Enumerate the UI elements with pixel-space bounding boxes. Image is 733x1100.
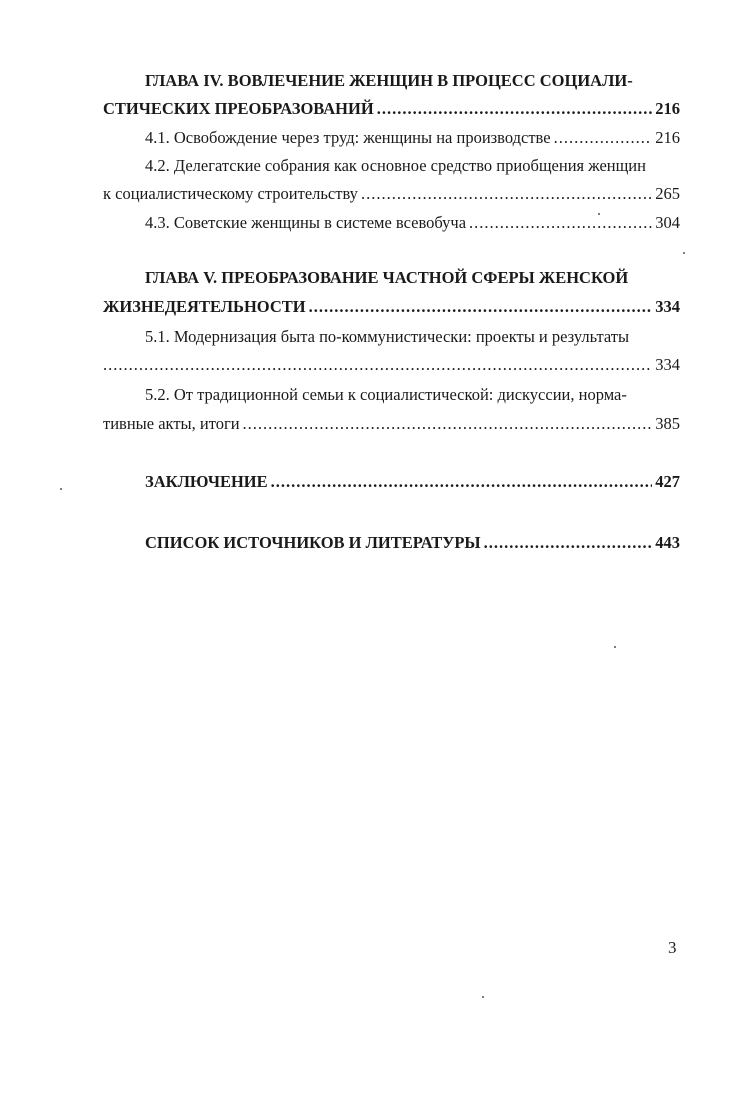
scan-speck	[683, 252, 685, 254]
section-4-2-title-line2: к социалистическому строительству	[103, 184, 358, 203]
leader-dots	[243, 414, 653, 434]
leader-dots	[484, 533, 653, 553]
leader-dots	[309, 297, 653, 317]
section-5-2-entry[interactable]	[103, 414, 680, 434]
section-4-2-title-line1: 4.2. Делегатские собрания как основное средство приобщения женщин	[145, 156, 646, 175]
leader-dots	[469, 213, 652, 233]
chapter-4-title-line1: ГЛАВА IV. ВОВЛЕЧЕНИЕ ЖЕНЩИН В ПРОЦЕСС СОЦИАЛИ-	[145, 71, 633, 90]
leader-dots	[361, 184, 652, 204]
conclusion-title: ЗАКЛЮЧЕНИЕ	[145, 472, 268, 491]
section-5-2-page: 385	[655, 414, 680, 433]
section-5-1-page: 334	[655, 355, 680, 374]
section-4-2-entry[interactable]	[103, 184, 680, 204]
sources-title: СПИСОК ИСТОЧНИКОВ И ЛИТЕРАТУРЫ	[145, 533, 481, 552]
scan-speck	[598, 213, 600, 215]
section-5-2-title-line1: 5.2. От традиционной семьи к социалистической: дискуссии, норма-	[145, 385, 627, 404]
chapter-5-entry[interactable]	[103, 297, 680, 317]
section-5-2-title-line2: тивные акты, итоги	[103, 414, 240, 433]
section-4-3-page: 304	[655, 213, 680, 232]
section-4-2-page: 265	[655, 184, 680, 203]
section-4-3-title: 4.3. Советские женщины в системе всевобуча	[145, 213, 467, 232]
page-number: 3	[668, 938, 677, 957]
leader-dots	[103, 355, 652, 375]
leader-dots	[554, 128, 653, 148]
scan-speck	[614, 646, 616, 648]
leader-dots	[271, 472, 653, 492]
conclusion-page: 427	[655, 472, 680, 491]
section-5-1-title-line1: 5.1. Модернизация быта по-коммунистически: проекты и результаты	[145, 327, 630, 346]
sources-page: 443	[655, 533, 680, 552]
conclusion-entry[interactable]	[145, 472, 680, 492]
section-4-1-page: 216	[655, 128, 680, 147]
chapter-4-title-line2: СТИЧЕСКИХ ПРЕОБРАЗОВАНИЙ	[103, 99, 374, 118]
section-5-1-entry[interactable]	[103, 355, 680, 375]
chapter-5-title-line2: ЖИЗНЕДЕЯТЕЛЬНОСТИ	[103, 297, 306, 316]
chapter-4-page: 216	[655, 99, 680, 118]
sources-entry[interactable]	[145, 533, 680, 553]
leader-dots	[377, 99, 653, 119]
chapter-5-title-line1: ГЛАВА V. ПРЕОБРАЗОВАНИЕ ЧАСТНОЙ СФЕРЫ ЖЕНСКОЙ	[145, 268, 629, 287]
section-4-3-entry[interactable]	[145, 213, 680, 233]
scan-speck	[482, 996, 484, 998]
chapter-5-page: 334	[655, 297, 680, 316]
scan-speck	[60, 488, 62, 490]
section-4-1-entry[interactable]	[145, 128, 680, 148]
section-4-1-title: 4.1. Освобождение через труд: женщины на производстве	[145, 128, 551, 147]
chapter-4-entry[interactable]	[103, 99, 680, 119]
